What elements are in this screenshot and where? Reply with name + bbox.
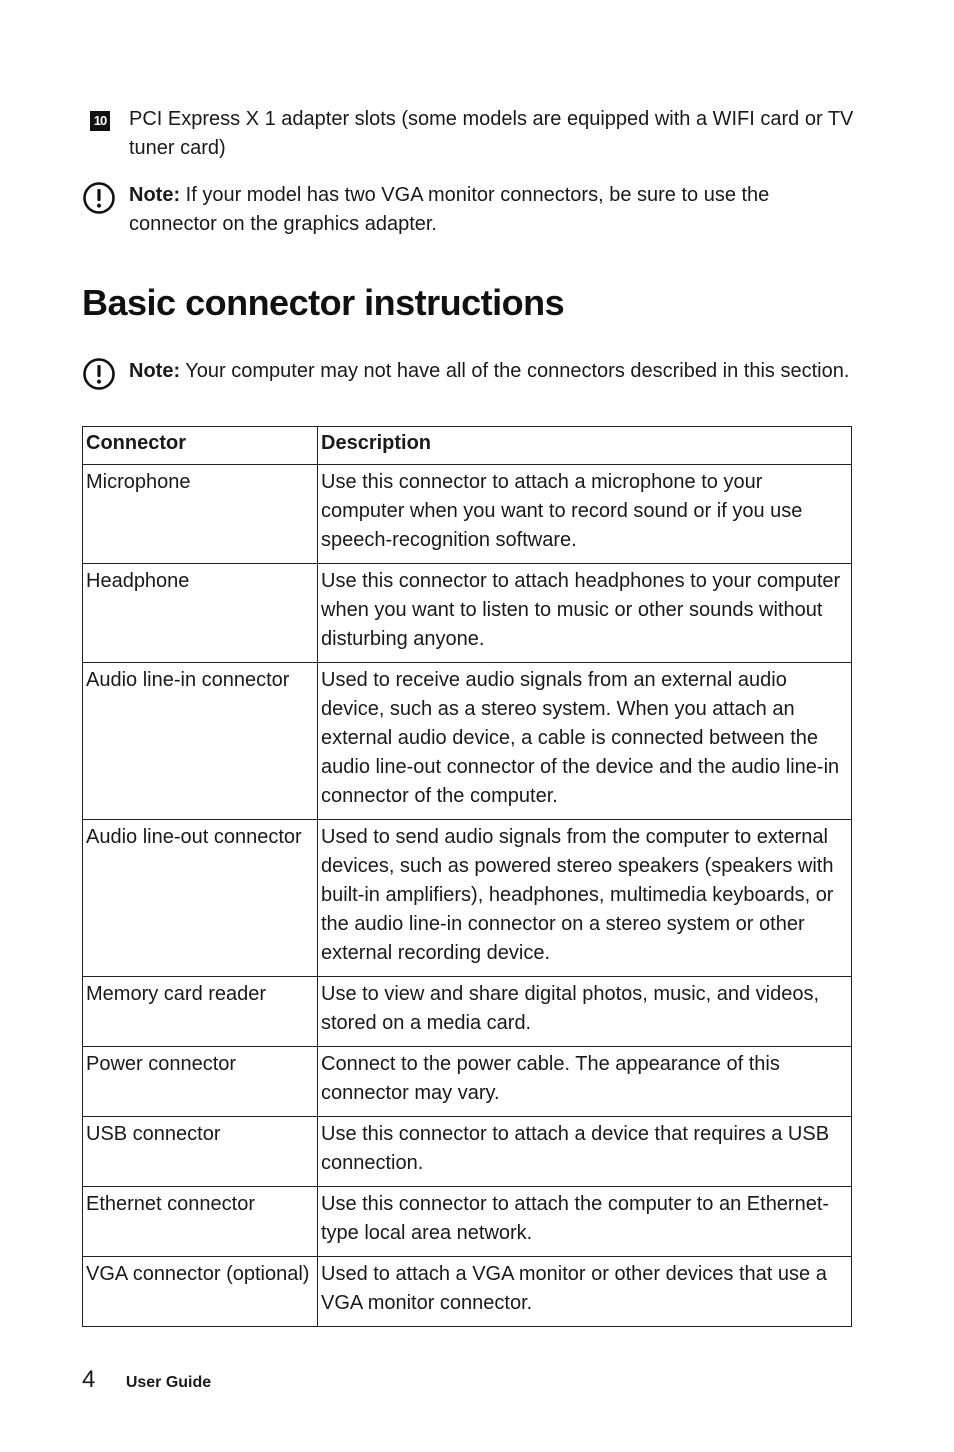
table-row [83,820,852,977]
description-cell: Used to receive audio signals from an external audio device, such as a stereo system. When you attach an external audio device, a cable is connected between the audio line-out connector of the device and the audio line-in connector of the computer. [318,663,852,820]
note-label: Note: [129,184,181,206]
connector-cell: Headphone [83,564,318,663]
connector-cell: Power connector [83,1047,318,1117]
connector-cell: Microphone [83,465,318,564]
section-heading: Basic connector instructions [82,282,565,323]
description-cell: Use this connector to attach the computer to an Ethernet-type local area network. [318,1187,852,1257]
connector-cell: VGA connector (optional) [83,1257,318,1327]
document-title: User Guide [125,1374,212,1391]
table-row [83,663,852,820]
table-row [83,1187,852,1257]
note-graphics-adapter [82,181,862,239]
table-row [83,1257,852,1327]
note-text [129,357,862,386]
description-cell: Use to view and share digital photos, music, and videos, stored on a media card. [318,977,852,1047]
page-number: 4 [82,1366,96,1393]
note-body: If your model has two VGA monitor connectors, be sure to use the connector on the graphics adapter. [129,184,770,235]
column-header-description: Description [318,427,852,465]
exclamation-circle-icon [82,181,116,215]
connector-cell: Memory card reader [83,977,318,1047]
table-row [83,977,852,1047]
note-label: Note: [129,360,181,382]
description-cell: Use this connector to attach a device that requires a USB connection. [318,1117,852,1187]
table-row [83,1047,852,1117]
item-text: PCI Express X 1 adapter slots (some models are equipped with a WIFI card or TV tuner card) [129,108,854,159]
connector-cell: Audio line-in connector [83,663,318,820]
note-connectors [82,357,862,386]
page-footer [82,1366,211,1394]
table-row [83,465,852,564]
note-text [129,181,862,239]
connector-cell: USB connector [83,1117,318,1187]
exclamation-circle-icon [82,357,116,391]
description-cell: Connect to the power cable. The appearance of this connector may vary. [318,1047,852,1117]
description-cell: Used to send audio signals from the computer to external devices, such as powered stereo speakers (speakers with built-in amplifiers), headphones, multimedia keyboards, or the audio line-in connector on a stereo system or other external recording device. [318,820,852,977]
description-cell: Used to attach a VGA monitor or other devices that use a VGA monitor connector. [318,1257,852,1327]
column-header-connector: Connector [83,427,318,465]
description-cell: Use this connector to attach a microphone to your computer when you want to record sound or if you use speech-recognition software. [318,465,852,564]
description-cell: Use this connector to attach headphones to your computer when you want to listen to music or other sounds without disturbing anyone. [318,564,852,663]
note-body: Your computer may not have all of the connectors described in this section. [180,360,850,382]
numbered-item [86,105,856,163]
connector-cell: Audio line-out connector [83,820,318,977]
table-row [83,1117,852,1187]
table-row [83,564,852,663]
connector-table [82,426,852,1327]
table-header-row [83,427,852,465]
item-number-badge: 10 [90,111,110,131]
connector-cell: Ethernet connector [83,1187,318,1257]
